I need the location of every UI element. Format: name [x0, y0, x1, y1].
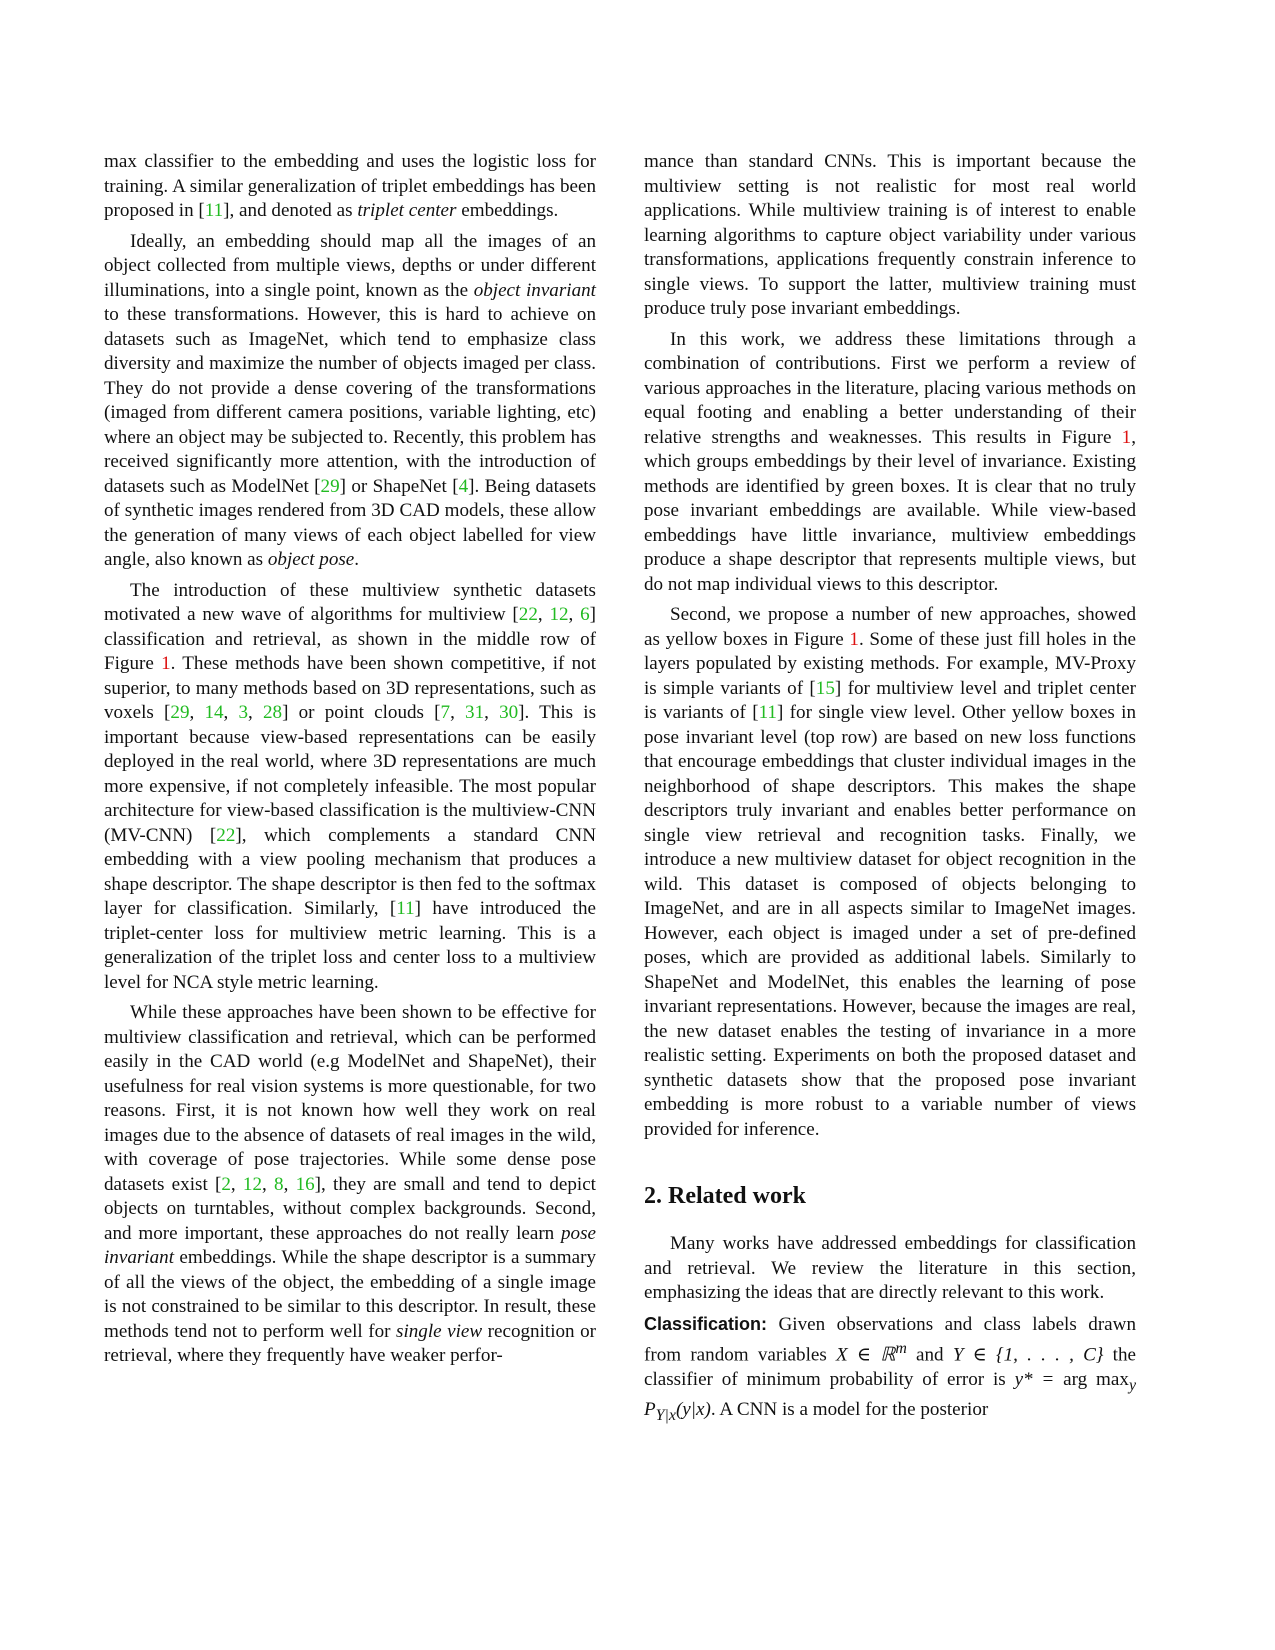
- paragraph: Many works have addressed embeddings for classification and retrieval. We review the literature in this section, emphasizing the ideas that are directly relevant to this work.: [644, 1233, 1136, 1303]
- paragraph: While these approaches have been shown to be effective for multiview classification and retrieval, which can be performed easily in the CAD world (e.g ModelNet and ShapeNet), their usefulness for real vision systems is more questionable, for two reasons. First, it is not known how well they work on real images due to the absence of datasets of real images in the wild, with coverage of pose trajectories. While some dense pose datasets exist [2, 12, 8, 16], they are small and tend to depict objects on turntables, without complex backgrounds. Second, and more important, these approaches do not really learn pose invariant embeddings. While the shape descriptor is a summary of all the views of the object, the embedding of a single image is not constrained to be similar to this descriptor. In result, these methods tend not to perform well for single view recognition or retrieval, where they frequently have weaker perfor-: [104, 1002, 596, 1366]
- text: The introduction of these multiview synthetic datasets motivated a new wave of algorithms for multiview [: [104, 579, 596, 625]
- math: y: [1128, 1376, 1136, 1394]
- text: ] for multiview level and triplet center is variants of [: [644, 677, 1136, 723]
- math: y* =: [1014, 1368, 1064, 1390]
- citation-link[interactable]: 30: [499, 702, 519, 723]
- text: embeddings. While the shape descriptor is a summary of all the views of the object, the embedding of a single image is not constrained to be similar to this descriptor. In result, these methods tend not to perform well for: [104, 1247, 596, 1342]
- citation-link[interactable]: 12: [242, 1173, 262, 1195]
- text: ], and denoted as: [223, 200, 358, 221]
- math: arg max: [1063, 1368, 1129, 1390]
- paragraph-heading: Classification:: [644, 1313, 768, 1334]
- right-column: [644, 150, 1136, 1434]
- text: and: [906, 1344, 953, 1366]
- paragraph: mance than standard CNNs. This is important because the multiview setting is not realistic for most real world applications. While multiview training is of interest to enable learning algorithms to capture object variability under various transformations, applications frequently constrain inference to single views. To support the latter, multiview training must produce truly pose invariant embeddings.: [644, 151, 1136, 319]
- math: (y|x): [675, 1399, 711, 1421]
- emphasis: single view: [396, 1320, 483, 1342]
- left-column: [104, 150, 596, 1375]
- text: While these approaches have been shown to be effective for multiview classification and retrieval, which can be performed easily in the CAD world (e.g ModelNet and ShapeNet), their usefulness for real vision systems is more questionable, for two reasons. First, it is not known how well they work on real images due to the absence of datasets of real images in the wild, with coverage of pose trajectories. While some dense pose datasets exist [: [104, 1002, 596, 1195]
- text: In this work, we address these limitations through a combination of contributions. First we perform a review of various approaches in the literature, placing various methods on equal footing and enabling a better understanding of their relative strengths and weaknesses. This results in Figure: [644, 328, 1136, 448]
- citation-link[interactable]: 12: [549, 604, 569, 625]
- paragraph: [104, 150, 596, 224]
- math: X ∈ ℝ: [835, 1344, 896, 1366]
- text: ] have introduced the triplet-center loss for multiview metric learning. This is a generalization of the triplet loss and center loss to a multiview level for NCA style metric learning.: [104, 898, 596, 993]
- text: the classifier of minimum probability of error is: [644, 1344, 1136, 1390]
- citation-link[interactable]: 29: [320, 475, 340, 497]
- emphasis: object invariant: [473, 279, 596, 301]
- text: . These methods have been shown competitive, if not superior, to many methods based on 3D representations, such as voxels [: [104, 653, 597, 723]
- citation-link[interactable]: 16: [295, 1173, 315, 1195]
- math: Y|x: [655, 1406, 676, 1424]
- citation-link[interactable]: 15: [815, 677, 835, 699]
- text: , which groups embeddings by their level of invariance. Existing methods are identified by green boxes. It is clear that no truly pose invariant embeddings are available. While view-based embeddings have little invariance, multiview embeddings produce a shape descriptor that represents multiple views, but do not map individual views to this descriptor.: [644, 426, 1136, 595]
- text: . A CNN is a model for the posterior: [710, 1399, 989, 1421]
- citation-link[interactable]: 28: [262, 702, 283, 723]
- math: P: [644, 1399, 656, 1421]
- citation-link[interactable]: 4: [458, 475, 469, 497]
- figure-link[interactable]: 1: [849, 628, 859, 650]
- figure-link[interactable]: 1: [161, 653, 171, 674]
- text: ], they are small and tend to depict objects on turntables, without complex backgrounds. Second, and more important, these approaches do not really learn: [104, 1173, 596, 1244]
- figure-link[interactable]: 1: [1121, 426, 1132, 448]
- text: ] classification and retrieval, as shown in the middle row of Figure: [104, 604, 597, 674]
- citation-link[interactable]: 3: [238, 702, 249, 723]
- text: ] or ShapeNet [: [339, 475, 459, 497]
- citation-link[interactable]: 31: [465, 702, 485, 723]
- citation-link[interactable]: 14: [204, 702, 224, 723]
- paragraph: [104, 230, 596, 573]
- citation-link[interactable]: 2: [221, 1173, 231, 1195]
- text: Given observations and class labels drawn from random variables: [644, 1313, 1136, 1366]
- paragraph: [644, 1312, 1136, 1429]
- paragraph: [644, 328, 1136, 598]
- text: ] or point clouds [: [282, 702, 441, 723]
- text: Second, we propose a number of new approaches, showed as yellow boxes in Figure: [644, 604, 1136, 650]
- math: m: [895, 1340, 907, 1357]
- text: .: [354, 549, 360, 570]
- citation-link[interactable]: 8: [274, 1173, 284, 1195]
- text: ], which complements a standard CNN embedding with a view pooling mechanism that produces a shape descriptor. The shape descriptor is then fed to the softmax layer for classification. Similarly, [: [104, 824, 596, 919]
- text: ]. Being datasets of synthetic images rendered from 3D CAD models, these allow the generation of many views of each object labelled for view angle, also known as: [104, 475, 596, 570]
- emphasis: object pose: [267, 549, 355, 570]
- citation-link[interactable]: 7: [440, 702, 451, 723]
- citation-link[interactable]: 22: [216, 824, 236, 846]
- emphasis: triplet center: [357, 200, 457, 221]
- text: embeddings.: [456, 200, 559, 221]
- text: Ideally, an embedding should map all the images of an object collected from multiple views, depths or under different illuminations, into a single point, known as the: [104, 230, 596, 301]
- emphasis: pose invariant: [104, 1222, 596, 1268]
- citation-link[interactable]: 11: [396, 898, 415, 919]
- citation-link[interactable]: 22: [518, 604, 538, 625]
- text: recognition or retrieval, where they frequently have weaker perfor-: [104, 1320, 596, 1366]
- text: . Some of these just fill holes in the layers populated by existing methods. For example, MV-Proxy is simple variants of [: [644, 628, 1136, 699]
- citation-link[interactable]: 11: [204, 200, 224, 221]
- section-heading: 2. Related work: [644, 1183, 806, 1209]
- text: max classifier to the embedding and uses the logistic loss for training. A similar generalization of triplet embeddings has been proposed in [: [104, 151, 596, 221]
- math: Y ∈ {1, . . . , C}: [952, 1344, 1104, 1366]
- citation-link[interactable]: 29: [170, 702, 190, 723]
- paragraph: [644, 603, 1136, 1142]
- citation-link[interactable]: 6: [580, 604, 590, 625]
- citation-link[interactable]: 11: [758, 702, 777, 723]
- text: ]. This is important because view-based representations can be easily deployed in the real world, where 3D representations are much more expensive, if not completely infeasible. The most popular architecture for view-based classification is the multiview-CNN (MV-CNN) [: [104, 702, 596, 846]
- paragraph: The introduction of these multiview synthetic datasets motivated a new wave of algorithms for multiview [22, 12, 6] classification and retrieval, as shown in the middle row of Figure 1. These methods have been shown competitive, if not superior, to many methods based on 3D representations, such as voxels [29, 14, 3, 28] or point clouds [7, 31, 30]. This is important because view-based representations can be easily deployed in the real world, where 3D representations are much more expensive, if not completely infeasible. The most popular architecture for view-based classification is the multiview-CNN (MV-CNN) [22], which complements a standard CNN embedding with a view pooling mechanism that produces a shape descriptor. The shape descriptor is then fed to the softmax layer for classification. Similarly, [11] have introduced the triplet-center loss for multiview metric learning. This is a generalization of the triplet loss and center loss to a multiview level for NCA style metric learning.: [104, 579, 597, 993]
- text: ] for single view level. Other yellow boxes in pose invariant level (top row) are based on new loss functions that encourage embeddings that cluster individual images in the neighborhood of shape descriptors. This makes the shape descriptors truly invariant and enables better performance on single view retrieval and recognition tasks. Finally, we introduce a new multiview dataset for object recognition in the wild. This dataset is composed of objects belonging to ImageNet, and are in all aspects similar to ImageNet images. However, each object is imaged under a set of pre-defined poses, which are provided as additional labels. Similarly to ShapeNet and ModelNet, this enables the learning of pose invariant representations. However, because the images are real, the new dataset enables the testing of invariance in a more realistic setting. Experiments on both the proposed dataset and synthetic datasets show that the proposed pose invariant embedding is more robust to a variable number of views provided for inference.: [644, 702, 1136, 1140]
- text: to these transformations. However, this is hard to achieve on datasets such as ImageNet, which tend to emphasize class diversity and maximize the number of objects imaged per class. They do not provide a dense covering of the transformations (imaged from different camera positions, variable lighting, etc) where an object may be subjected to. Recently, this problem has received significantly more attention, with the introduction of datasets such as ModelNet [: [104, 304, 596, 497]
